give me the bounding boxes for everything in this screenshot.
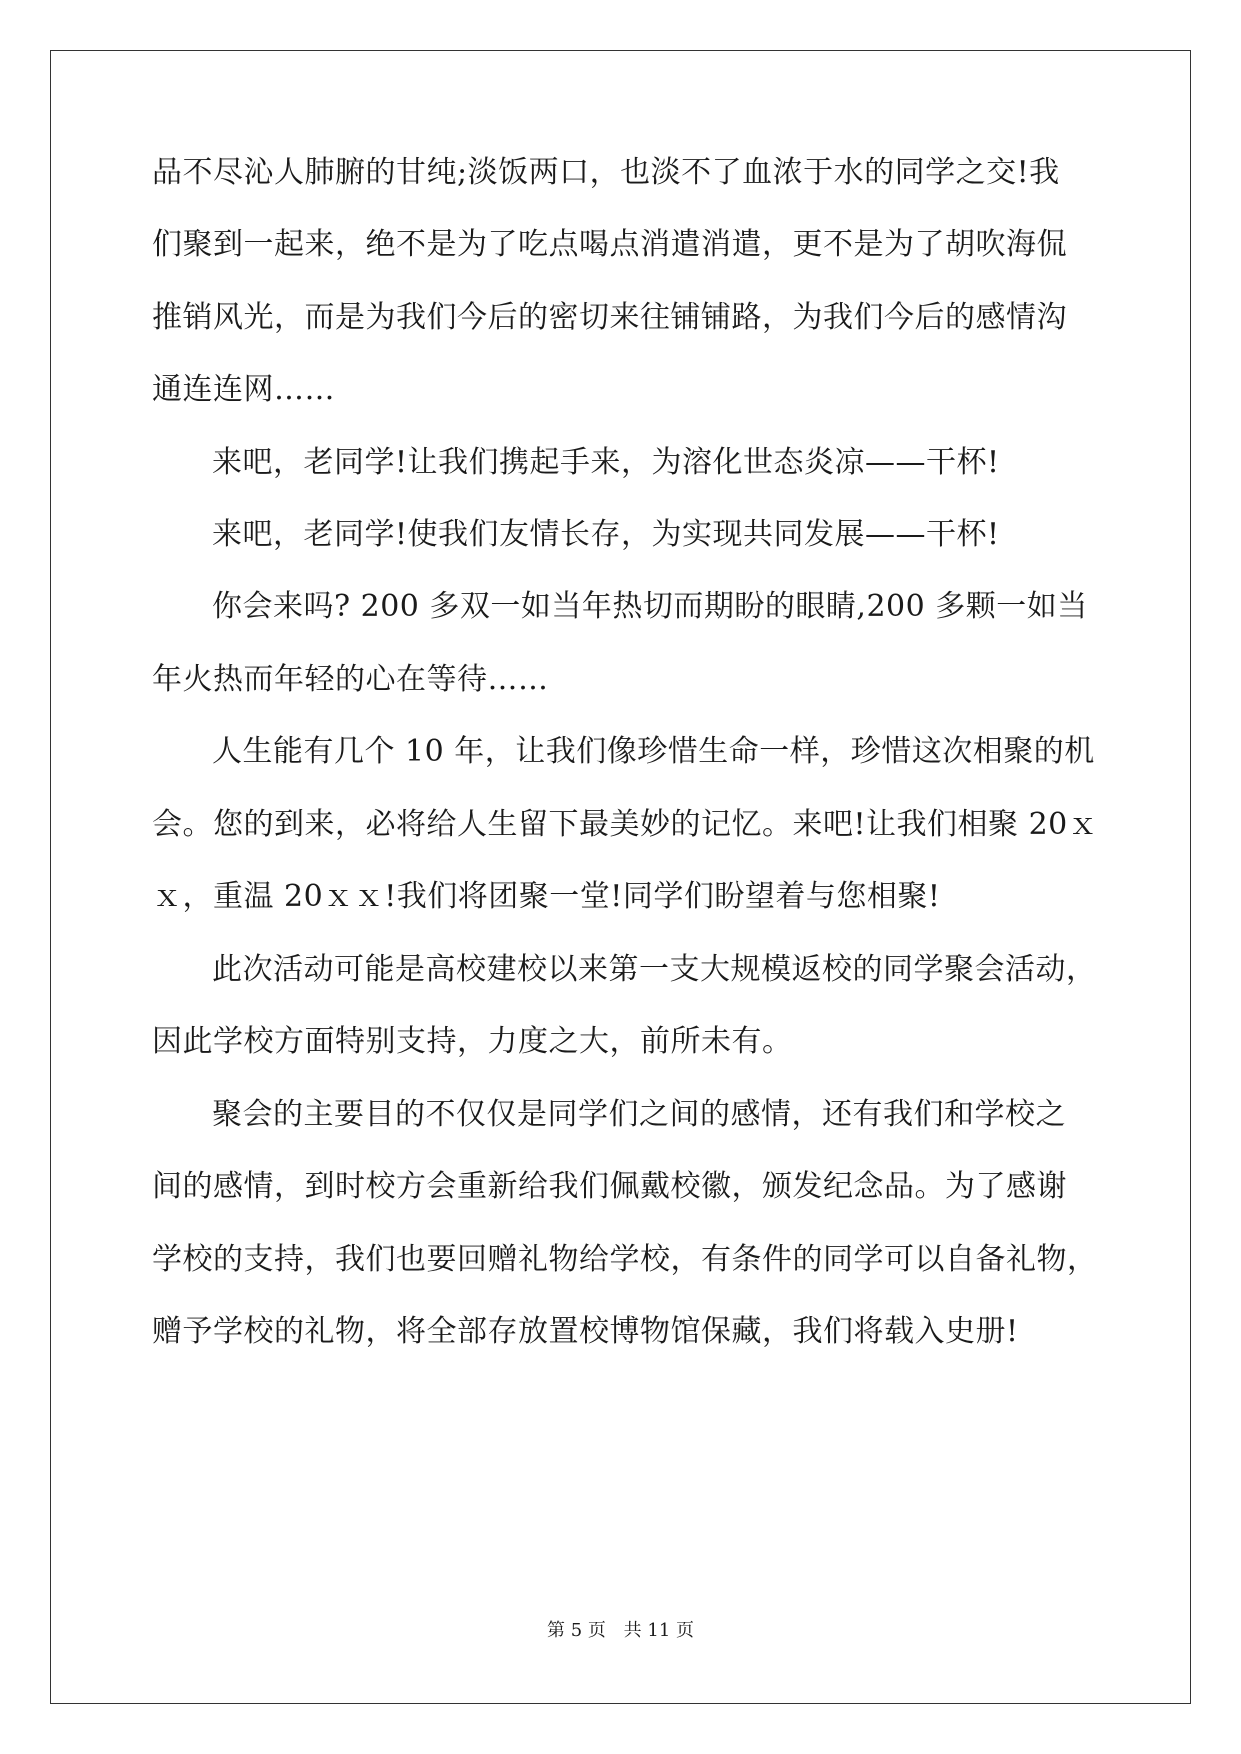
text-line-12: 此次活动可能是高校建校以来第一支大规模返校的同学聚会活动， [212,952,1097,987]
text-line-17: 赠予学校的礼物，将全部存放置校博物馆保藏，我们将载入史册! [152,1314,1019,1349]
text-line-15: 间的感情，到时校方会重新给我们佩戴校徽，颁发纪念品。为了感谢 [152,1169,1067,1204]
text-line-11: ｘ，重温 20ｘｘ!我们将团聚一堂!同学们盼望着与您相聚! [152,879,941,914]
text-line-8: 年火热而年轻的心在等待…… [152,662,549,697]
text-line-6: 来吧，老同学!使我们友情长存，为实现共同发展——干杯! [212,517,1000,552]
text-line-1: 品不尽沁人肺腑的甘纯;淡饭两口，也淡不了血浓于水的同学之交!我 [152,155,1060,190]
text-line-7: 你会来吗? 200 多双一如当年热切而期盼的眼睛,200 多颗一如当 [212,589,1088,624]
text-line-10: 会。您的到来，必将给人生留下最美妙的记忆。来吧!让我们相聚 20ｘ [152,807,1099,842]
text-line-16: 学校的支持，我们也要回赠礼物给学校，有条件的同学可以自备礼物， [152,1242,1098,1277]
text-line-2: 们聚到一起来，绝不是为了吃点喝点消遣消遣，更不是为了胡吹海侃 [152,227,1067,262]
text-line-14: 聚会的主要目的不仅仅是同学们之间的感情，还有我们和学校之 [212,1097,1066,1132]
text-line-5: 来吧，老同学!让我们携起手来，为溶化世态炎凉——干杯! [212,445,1000,480]
page-number: 第 5 页 [547,1620,606,1641]
text-line-3: 推销风光，而是为我们今后的密切来往铺铺路，为我们今后的感情沟 [152,300,1067,335]
text-line-4: 通连连网…… [152,372,335,407]
text-line-13: 因此学校方面特别支持，力度之大，前所未有。 [152,1024,793,1059]
text-line-9: 人生能有几个 10 年，让我们像珍惜生命一样，珍惜这次相聚的机 [212,734,1095,769]
page-footer [0,1616,1241,1642]
page-total: 共 11 页 [623,1620,694,1641]
